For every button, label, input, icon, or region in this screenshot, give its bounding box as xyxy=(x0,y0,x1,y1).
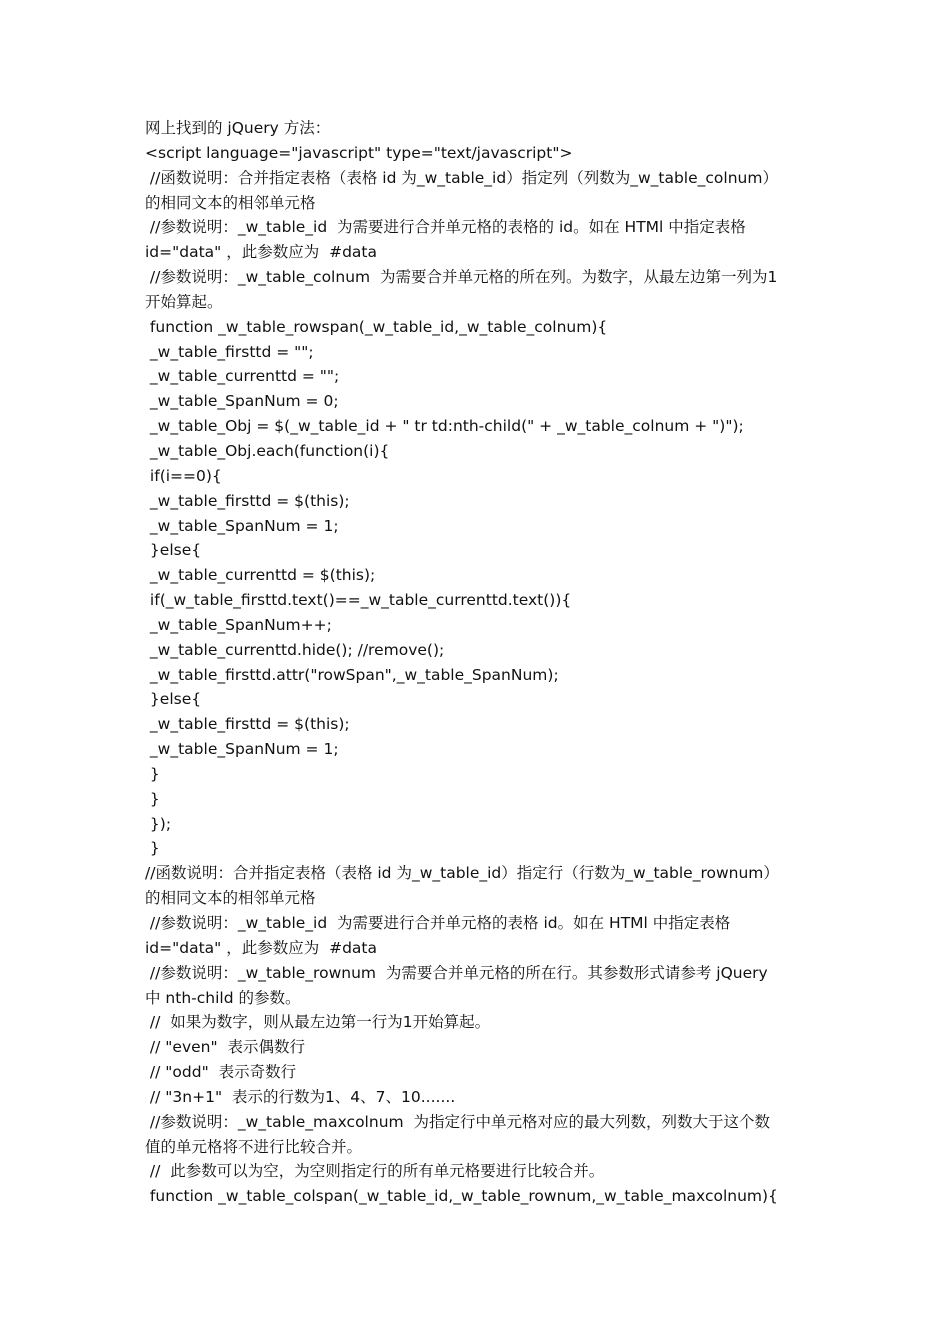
code-line: } xyxy=(145,789,160,808)
code-line: }else{ xyxy=(145,541,202,560)
code-line: _w_table_Obj.each(function(i){ xyxy=(145,441,390,460)
code-line: } xyxy=(145,839,160,858)
code-line: _w_table_currenttd = $(this); xyxy=(145,566,376,585)
comment-line: //函数说明：合并指定表格（表格 id 为_w_table_id）指定列（列数为_w_table_colnum） xyxy=(145,168,778,187)
comment-line: 的相同文本的相邻单元格 xyxy=(145,193,316,212)
code-line: _w_table_SpanNum++; xyxy=(145,615,332,634)
code-line: _w_table_SpanNum = 0; xyxy=(145,392,339,411)
code-line: _w_table_SpanNum = 1; xyxy=(145,516,339,535)
comment-line: // "even" 表示偶数行 xyxy=(145,1038,305,1057)
code-line: _w_table_firsttd = $(this); xyxy=(145,491,350,510)
code-line: _w_table_SpanNum = 1; xyxy=(145,740,339,759)
code-line: function _w_table_colspan(_w_table_id,_w_table_rownum,_w_table_maxcolnum){ xyxy=(145,1187,778,1206)
code-line: } xyxy=(145,764,160,783)
comment-line: //参数说明：_w_table_colnum 为需要合并单元格的所在列。为数字，从最左边第一列为1 xyxy=(145,268,778,287)
comment-line: 中 nth-child 的参数。 xyxy=(145,988,301,1007)
comment-line: //参数说明：_w_table_maxcolnum 为指定行中单元格对应的最大列数，列数大于这个数 xyxy=(145,1112,770,1131)
comment-line: //函数说明：合并指定表格（表格 id 为_w_table_id）指定行（行数为_w_table_rownum） xyxy=(145,864,779,883)
comment-line: // "3n+1" 表示的行数为1、4、7、10....... xyxy=(145,1087,456,1106)
code-line: if(i==0){ xyxy=(145,466,222,485)
comment-line: id="data" ，此参数应为 #data xyxy=(145,243,377,262)
code-line: if(_w_table_firsttd.text()==_w_table_currenttd.text()){ xyxy=(145,591,572,610)
comment-line: 的相同文本的相邻单元格 xyxy=(145,889,316,908)
text-line: 网上找到的 jQuery 方法： xyxy=(145,119,331,137)
code-line: _w_table_firsttd = ""; xyxy=(145,342,314,361)
code-line: }else{ xyxy=(145,690,202,709)
code-line: _w_table_Obj = $(_w_table_id + " tr td:nth-child(" + _w_table_colnum + ")"); xyxy=(145,417,744,436)
comment-line: // 此参数可以为空，为空则指定行的所有单元格要进行比较合并。 xyxy=(145,1162,605,1181)
code-line: _w_table_currenttd = ""; xyxy=(145,367,340,386)
code-line: }); xyxy=(145,814,172,833)
comment-line: 开始算起。 xyxy=(145,292,223,311)
comment-line: //参数说明：_w_table_id 为需要进行合并单元格的表格 id。如在 HTMl 中指定表格 xyxy=(145,914,731,932)
comment-line: // 如果为数字，则从最左边第一行为1开始算起。 xyxy=(145,1013,491,1032)
code-line: _w_table_firsttd = $(this); xyxy=(145,715,350,734)
code-line: _w_table_firsttd.attr("rowSpan",_w_table_SpanNum); xyxy=(145,665,559,684)
comment-line: //参数说明：_w_table_id 为需要进行合并单元格的表格的 id。如在 HTMl 中指定表格 xyxy=(145,218,746,237)
code-line: _w_table_currenttd.hide(); //remove(); xyxy=(145,640,445,659)
comment-line: id="data" ，此参数应为 #data xyxy=(145,938,377,957)
comment-line: //参数说明：_w_table_rownum 为需要合并单元格的所在行。其参数形式请参考 jQuery xyxy=(145,963,768,982)
comment-line: // "odd" 表示奇数行 xyxy=(145,1063,297,1082)
comment-line: 值的单元格将不进行比较合并。 xyxy=(145,1137,363,1156)
document-body xyxy=(145,116,815,1209)
code-line: function _w_table_rowspan(_w_table_id,_w_table_colnum){ xyxy=(145,317,608,336)
code-line: <script language="javascript" type="text/javascript"> xyxy=(145,143,573,162)
